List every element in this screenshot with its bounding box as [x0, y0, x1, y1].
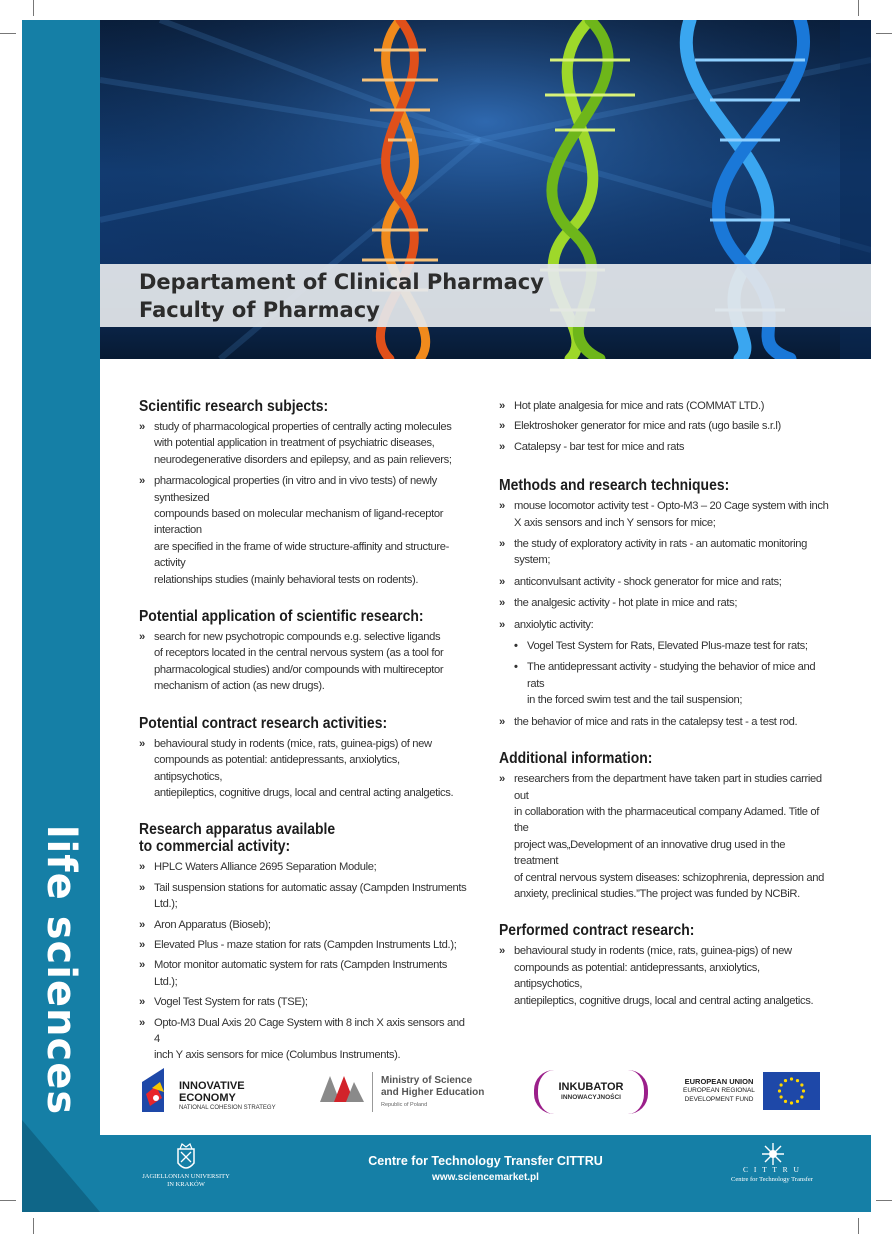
- bullet-icon: »: [499, 618, 505, 631]
- bullet-icon: »: [139, 881, 145, 894]
- section-additional-info: [499, 750, 829, 902]
- section-research-subjects: [139, 398, 469, 588]
- list-item: » search for new psychotropic compounds e.g. selective ligands of receptors located in the central nervous system (as a tool for pharmacological studies) and/or compounds with multireceptor mechanism of action (as new drugs).: [139, 631, 444, 693]
- crop-mark: [33, 0, 34, 16]
- ministry-logo-icon: [320, 1076, 364, 1102]
- list-item: » Aron Apparatus (Bioseb);: [139, 917, 469, 933]
- dot-bullet-icon: •: [514, 661, 518, 674]
- bullet-icon: »: [139, 918, 145, 931]
- section-heading: Potential contract research activities:: [139, 714, 388, 732]
- crop-mark: [0, 33, 16, 34]
- section-apparatus-continued: [499, 398, 829, 455]
- list-item: » Tail suspension stations for automatic assay (Campden Instruments Ltd.);: [139, 881, 467, 911]
- bullet-icon: »: [139, 421, 145, 433]
- section-heading: Additional information:: [499, 750, 653, 768]
- bullet-icon: »: [139, 959, 145, 972]
- crop-mark: [876, 33, 892, 34]
- sponsor-logos: [100, 1060, 871, 1130]
- bullet-icon: »: [499, 400, 505, 412]
- bullet-icon: »: [499, 440, 505, 453]
- list-item: » behavioural study in rodents (mice, rats, guinea-pigs) of new compounds as potential: antidepressants, anxiolytics, antipsychotics, antiepileptics, cognitive drugs, local and central acting analgetics.: [499, 945, 814, 1007]
- crop-mark: [858, 1218, 859, 1234]
- crop-mark: [33, 1218, 34, 1234]
- eu-text: EUROPEAN UNION EUROPEAN REGIONAL DEVELOPMENT FUND: [683, 1077, 755, 1103]
- sub-list-item: • Vogel Test System for Rats, Elevated Plus-maze test for rats;: [499, 638, 829, 654]
- section-heading: Methods and research techniques:: [499, 477, 730, 495]
- section-heading: Performed contract research:: [499, 922, 695, 940]
- list-item: » behavioural study in rodents (mice, rats, guinea-pigs) of new compounds as potential: antidepressants, anxiolytics, antipsychotics, antiepileptics, cognitive drugs, local and central acting analgetics.: [139, 737, 454, 799]
- faculty-title: Faculty of Pharmacy: [139, 298, 380, 322]
- section-methods: [499, 477, 829, 730]
- sidebar-fold-corner: [22, 1120, 112, 1215]
- section-performed-contract: [499, 922, 829, 1009]
- bullet-icon: »: [499, 597, 505, 610]
- list-item: » Catalepsy - bar test for mice and rats: [499, 439, 829, 455]
- sub-list-item: • The antidepressant activity - studying the behavior of mice and rats in the forced swim test and the tail suspension;: [514, 661, 816, 707]
- section-contract-activities: [139, 715, 469, 802]
- inkubator-text: INKUBATOR INNOWACYJNOŚCI: [558, 1081, 624, 1101]
- cittru-title: Centre for Technology Transfer CITTRU: [368, 1154, 603, 1168]
- bullet-icon: »: [499, 538, 505, 551]
- right-column: [499, 398, 829, 1029]
- title-band: [100, 264, 871, 327]
- list-item: » Elektroshoker generator for mice and rats (ugo basile s.r.l): [499, 418, 829, 434]
- section-heading: Potential application of scientific research:: [139, 608, 424, 626]
- list-item: » Elevated Plus - maze station for rats (Campden Instruments Ltd.);: [139, 937, 469, 953]
- bullet-icon: »: [499, 945, 505, 958]
- bullet-icon: »: [139, 737, 145, 750]
- bullet-icon: »: [139, 1016, 145, 1029]
- section-research-apparatus: [139, 821, 469, 1063]
- list-item: » Hot plate analgesia for mice and rats (COMMAT LTD.): [499, 398, 829, 414]
- bullet-icon: »: [139, 938, 145, 951]
- list-item: » study of pharmacological properties of centrally acting molecules with potential application in treatment of psychiatric diseases, neurodegenerative disorders and epilepsy, and as pain relievers;: [139, 421, 452, 466]
- list-item: » the study of exploratory activity in rats - an automatic monitoring system;: [499, 538, 808, 567]
- ministry-divider: [372, 1072, 373, 1112]
- bullet-icon: »: [139, 631, 145, 644]
- left-column: [139, 398, 469, 1084]
- bullet-icon: »: [499, 500, 505, 513]
- section-potential-application: [139, 608, 469, 695]
- ie-text: INNOVATIVE ECONOMY NATIONAL COHESION STRATEGY: [179, 1080, 276, 1111]
- list-item: » Vogel Test System for rats (TSE);: [139, 994, 469, 1010]
- list-item: » researchers from the department have taken part in studies carried out in collaboration with the pharmaceutical company Adamed. Title of the project was„Development of an innovative drug used in the treatment of central nervous system diseases: schizophrenia, depression and anxiety, preclinical studies.”The project was funded by NCBiR.: [499, 773, 824, 900]
- jagiellonian-text: JAGIELLONIAN UNIVERSITY IN KRAKÓW: [142, 1173, 230, 1188]
- list-item: » HPLC Waters Alliance 2695 Separation Module;: [139, 859, 469, 875]
- bullet-icon: »: [139, 996, 145, 1009]
- section-heading: Scientific research subjects:: [139, 398, 329, 415]
- list-item: » Opto-M3 Dual Axis 20 Cage System with 8 inch X axis sensors and 4 inch Y axis sensors for mice (Columbus Instruments).: [139, 1016, 465, 1062]
- footer-bar: [100, 1135, 871, 1212]
- crop-mark: [0, 1200, 16, 1201]
- list-item: » the behavior of mice and rats in the catalepsy test - a test rod.: [499, 714, 829, 730]
- list-item: » anticonvulsant activity - shock generator for mice and rats;: [499, 574, 829, 590]
- bullet-icon: »: [499, 773, 505, 786]
- list-item: » mouse locomotor activity test - Opto-M3 – 20 Cage system with inch X axis sensors and inch Y sensors for mice;: [499, 500, 829, 529]
- list-item: » anxiolytic activity:: [499, 617, 829, 633]
- cittru-text: C I T T R U Centre for Technology Transfer: [731, 1165, 813, 1183]
- bullet-icon: »: [499, 575, 505, 588]
- life-sciences-label: life sciences: [38, 824, 84, 1116]
- list-item: » the analgesic activity - hot plate in mice and rats;: [499, 595, 829, 611]
- section-heading: Research apparatus available to commercial activity:: [139, 821, 336, 856]
- bullet-icon: »: [499, 715, 505, 728]
- eu-flag-icon: [763, 1072, 820, 1110]
- crop-mark: [876, 1200, 892, 1201]
- ministry-text: Ministry of Science and Higher Education Republic of Poland: [381, 1075, 485, 1108]
- innovative-economy-logo: [142, 1068, 170, 1112]
- list-item: » Motor monitor automatic system for rats (Campden Instruments Ltd.);: [139, 959, 447, 988]
- list-item: » pharmacological properties (in vitro and in vivo tests) of newly synthesized compounds based on molecular mechanism of ligand-receptor interaction are specified in the frame of wide structure-affinity and structure-activity relationships studies (mainly behavioral tests on rodents).: [139, 475, 449, 586]
- bullet-icon: »: [139, 475, 145, 488]
- cittru-star-icon: [760, 1141, 786, 1167]
- bullet-icon: »: [139, 861, 145, 874]
- department-title: Departament of Clinical Pharmacy: [139, 270, 544, 294]
- bullet-icon: »: [499, 420, 505, 433]
- crop-mark: [858, 0, 859, 16]
- website-link[interactable]: www.sciencemarket.pl: [432, 1172, 539, 1183]
- dot-bullet-icon: •: [514, 640, 518, 653]
- hero-dna-image: [100, 20, 871, 359]
